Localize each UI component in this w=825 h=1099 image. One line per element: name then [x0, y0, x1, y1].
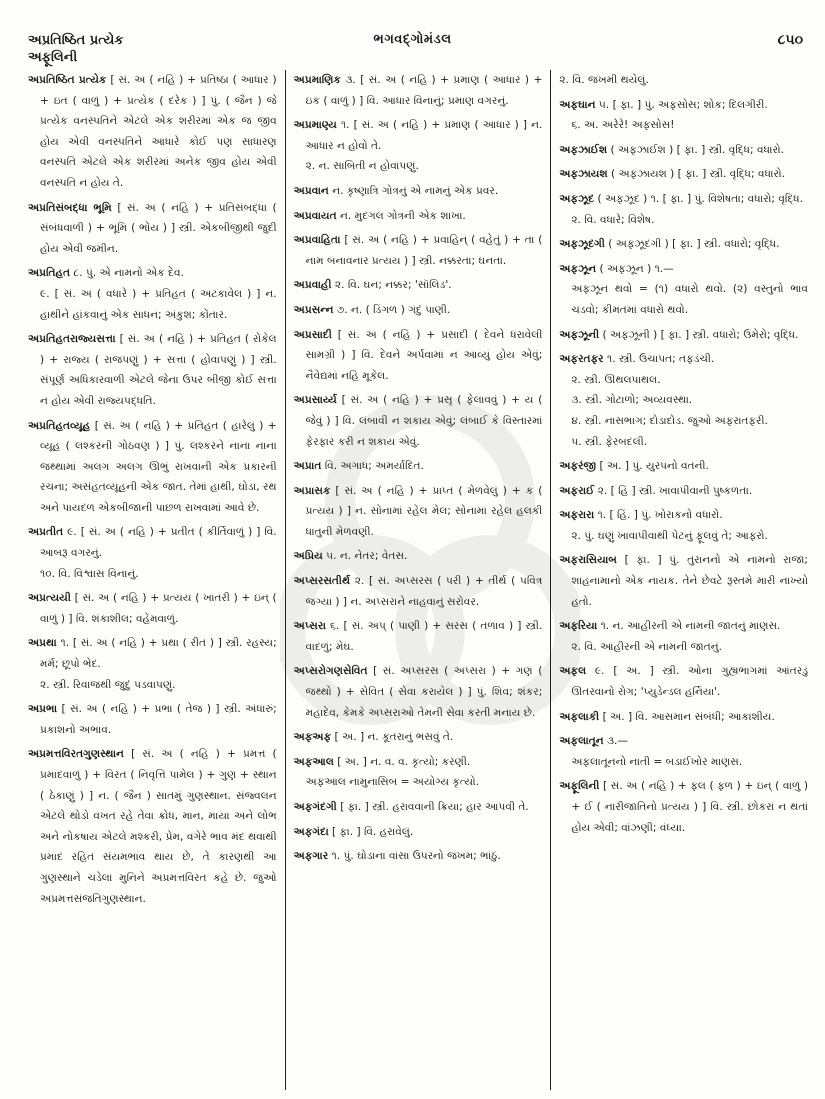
headword: અપ્સરોગણસેવિત: [293, 665, 368, 678]
headword: અપ્રાત: [293, 460, 322, 473]
definition-text: ( અફઝૂન ) ૧.—: [599, 262, 674, 275]
headword: અફઘાન: [559, 98, 596, 111]
entry-definition: [28, 416, 277, 519]
dictionary-entry: [559, 731, 808, 772]
sub-sense: ૪. સ્ત્રી. નાસભાગ; દોડાદોડ. જુઓ અફરાતફરી.: [571, 414, 768, 427]
entry-definition: [28, 699, 277, 740]
definition-text: [ ફા. ] સ્ત્રી. હરાવવાની ક્રિયા; હાર આપવી તે.: [340, 801, 529, 813]
headword: અફરતફર: [559, 353, 604, 366]
definition-text: [ અ. ] પું. યુરપનો વતની.: [599, 460, 709, 473]
headword: અપ્રત્યયી: [28, 592, 71, 605]
definition-text: ૧. [ સં. અ ( નહિ ) + પ્રમાણ ( આધાર ) ] ન. આધાર ન હોવો તે.: [305, 119, 543, 152]
dictionary-entry: [559, 70, 808, 91]
dictionary-entry: [559, 349, 808, 452]
entry-definition: [294, 571, 543, 612]
dictionary-entry: [559, 234, 808, 255]
sub-sense: ૨. સ્ત્રી. ઊથલપાથલ.: [571, 373, 661, 386]
headword: અપ્રતીત: [28, 526, 64, 539]
dictionary-entry: [559, 259, 808, 321]
dictionary-entry: [294, 275, 543, 296]
entry-definition: [294, 390, 543, 452]
dictionary-columns: [28, 70, 808, 1090]
entry-definition: [559, 349, 808, 370]
dictionary-entry: [294, 752, 543, 793]
dictionary-entry: [559, 189, 808, 230]
definition-text: [ સં. અ ( નહિ ) + પ્રવાહિન્ ( વહેતું ) + તા ( નામ બનાવનાર પ્રત્યય ) ] સ્ત્રી. નક્કરતા; ઘનતા.: [305, 234, 543, 267]
headword: અપ્રમાણ્ય: [293, 119, 337, 132]
headword: અફગંદા: [293, 825, 329, 838]
definition-text: ( અફઝૂદ ) ૧. [ ફા. ] પું. વિશેષતા; વધારો; વૃદ્ધિ.: [597, 192, 803, 205]
entry-definition: [559, 707, 808, 728]
entry-definition: [294, 206, 543, 227]
dictionary-entry: [28, 744, 277, 909]
headword: અપ્રવાન: [293, 184, 329, 197]
headword: અપ્રતિહતવ્યૂહ: [28, 419, 91, 432]
headword: અપ્રિય: [293, 550, 323, 563]
entry-definition: [294, 661, 543, 723]
definition-text: ૧. પું. ઘોડાના વાંસા ઉપરનો જખમ; ભાંઠું.: [331, 850, 501, 863]
definition-text: [ સં. અ ( નહિ ) + પ્રતિસંબદ્ધા ( સંબંધવાળી ) + ભૂમિ ( ભોંય ) ] સ્ત્રી. એકબીજીથી જુદી હોય એવી જમીન.: [40, 201, 277, 255]
headword: અપ્સરસતીર્થ: [293, 575, 351, 588]
entry-definition: [294, 70, 543, 111]
headword: અફઝૂન: [559, 262, 597, 275]
dictionary-entry: [559, 325, 808, 346]
headword: અફઝાયશ: [559, 168, 608, 181]
dictionary-entry: [28, 588, 277, 629]
entry-definition: [294, 115, 543, 156]
definition-text: ( અફઝાયશ ) [ ફા. ] સ્ત્રી. વૃદ્ધિ; વધારો.: [611, 168, 786, 181]
dictionary-entry: [294, 822, 543, 843]
headword: અફગંદગી: [293, 801, 337, 813]
dictionary-entry: [294, 115, 543, 177]
guide-word-last: અફૂલિની: [28, 50, 78, 65]
headword: અફરાસિયાબ: [559, 554, 617, 567]
entry-definition: [294, 230, 543, 271]
entry-definition: [28, 329, 277, 411]
dictionary-entry: [559, 456, 808, 477]
definition-text: [ સં. અ ( નહિ ) + પ્રાપ્ત ( મેળવેલું ) + ક ( પ્રત્યય ) ] ન. સોનામાં રહેલ મેલ; સોનામાં રહેલ હલકી ધાતુની મેળવણી.: [305, 484, 543, 538]
definition-text: ૧. સ્ત્રી. ઉચાપત; તફડંચી.: [607, 353, 715, 366]
definition-text: ૩. [ સં. અ ( નહિ ) + પ્રમાણ ( આધાર ) + ઇક ( વાળું ) ] વિ. આધાર વિનાનું; પ્રમાણ વગરનું.: [305, 74, 543, 107]
entry-definition: [559, 189, 808, 210]
definition-text: ૨. વિ. ઘન; નક્કર; 'સૉલિડ'.: [334, 279, 452, 292]
dictionary-entry: [559, 481, 808, 502]
headword: અપ્રભા: [28, 703, 58, 716]
definition-text: ( અફઝાઈશ ) [ ફા. ] સ્ત્રી. વૃદ્ધિ; વધારો.: [610, 143, 785, 156]
headword: અપ્રવાહિતા: [293, 234, 341, 247]
definition-text: ન. મુદગલ ગોત્રની એક શાખા.: [340, 209, 466, 222]
definition-text: ન. કૃષ્ણાત્રિ ગોત્રનું એ નામનું એક પ્રવર.: [332, 184, 499, 197]
dictionary-entry: [28, 699, 277, 740]
entry-definition: [559, 140, 808, 161]
definition-text: [ સં. અ ( નહિ ) + ફલ ( ફળ ) + ઇન્ ( વાળું ) + ઈ ( નારીજાતિનો પ્રત્યય ) ] વિ. સ્ત્રી. છોકરાં ન થતાં હોય એવી; વાંઝણી; વંધ્યા.: [571, 780, 809, 834]
definition-text: [ સં. અ ( નહિ ) + પ્રત્યય ( ખાતરી ) + ઇન્ ( વાળું ) ] વિ. શંકાશીલ; વહેમવાળું.: [40, 592, 277, 625]
dictionary-entry: [294, 390, 543, 452]
column-1: [28, 70, 285, 1090]
entry-definition: [559, 234, 808, 255]
sub-sense: ૨. ન. સાબિતી ન હોવાપણું.: [305, 160, 419, 173]
headword: અફઝૂની: [559, 328, 600, 341]
definition-text: ૨. [ સં. અપ્સરસ ( પરી ) + તીર્થ ( પવિત્ર જગ્યા ) ] ન. અપ્સરાને નાહવાનું સરોવર.: [305, 575, 543, 608]
entry-definition: [294, 616, 543, 657]
definition-text: ૧. [ હિં. ] પું. ખોરાકનો વધારો.: [597, 509, 723, 522]
sub-sense: અફઝૂન થવો = (૧) વધારો થવો. (૨) વસ્તુનો ભાવ ચડવો; કીમતમાં વધારો થવો.: [571, 283, 809, 316]
headword: અફલાતૂન: [559, 735, 604, 748]
dictionary-entry: [294, 300, 543, 321]
dictionary-entry: [559, 505, 808, 546]
entry-definition: [294, 822, 543, 843]
entry-definition: [559, 164, 808, 185]
entry-definition: [294, 481, 543, 543]
definition-text: ( અફઝૂની ) [ ફા. ] સ્ત્રી. વધારો; ઉમેરો; વૃદ્ધિ.: [602, 328, 799, 341]
headword: અફરારા: [559, 509, 595, 522]
entry-definition: [294, 456, 543, 477]
dictionary-entry: [294, 546, 543, 567]
headword: અફગાર: [293, 850, 329, 863]
dictionary-entry: [294, 206, 543, 227]
definition-text: ૯. [ અ. ] સ્ત્રી. ઓના ગુહ્યભાગમાં આંતરડું ઊતરવાનો રોગ; 'પ્યુડેન્ડલ હર્નિયા'.: [571, 665, 809, 699]
headword: અપ્રવાહી: [293, 279, 332, 292]
headword: અપ્રસન્ન: [293, 303, 334, 316]
definition-text: ૫. [ ફા. ] પું. અફસોસ; શોક; દિલગીરી.: [598, 98, 768, 111]
entry-definition: [559, 505, 808, 526]
entry-definition: [294, 181, 543, 202]
sub-sense: અફઆલ નામુનાસિબ = અયોગ્ય કૃત્યો.: [305, 776, 480, 789]
entry-definition: [294, 546, 543, 567]
entry-definition: [559, 616, 808, 637]
sub-sense: ૧૦. વિ. વિશ્વાસ વિનાનું.: [40, 567, 139, 580]
dictionary-entry: [294, 230, 543, 271]
entry-definition: [294, 846, 543, 867]
dictionary-entry: [294, 325, 543, 387]
page-number: ૮૫૦: [777, 32, 803, 48]
dictionary-entry: [294, 571, 543, 612]
headword: અપ્સરા: [293, 620, 326, 633]
dictionary-entry: [559, 550, 808, 612]
running-title: ભગવદ્ગોમંડલ: [373, 32, 452, 47]
dictionary-entry: [559, 707, 808, 728]
dictionary-entry: [294, 727, 543, 748]
entry-definition: [28, 633, 277, 674]
definition-text: [ ફા. ] વિ. હરાવેલું.: [332, 825, 414, 838]
definition-text: ૭. ન. ( ડિંગળ ) ગંદું પાણી.: [336, 303, 451, 316]
entry-definition: [559, 776, 808, 838]
definition-text: ૨. વિ. જખમી થયેલું.: [559, 74, 649, 86]
page-header: [0, 0, 825, 66]
definition-text: [ સં. અ ( નહિ ) + પ્રભા ( તેજ ) ] સ્ત્રી. અંધારું; પ્રકાશનો અભાવ.: [40, 703, 277, 736]
headword: અપ્રમાણિક: [293, 74, 341, 86]
dictionary-entry: [559, 776, 808, 838]
definition-text: ૮. પું. એ નામનો એક દેવ.: [73, 267, 184, 280]
dictionary-entry: [28, 522, 277, 584]
headword: અપ્રસાદી: [293, 328, 332, 341]
entry-definition: [294, 727, 543, 748]
entry-definition: [559, 481, 808, 502]
headword: અપ્રતિહતરાજ્યસત્તા: [28, 333, 116, 346]
entry-definition: [28, 744, 277, 909]
definition-text: [ સં. અ ( નહિ ) + પ્રમત્ત ( પ્રમાદવાળું ) + વિરત ( નિવૃત્તિ પામેલ ) + ગુણ + સ્થાન ( ઠેકાણું ) ] ન. ( જૈન ) સાતમું ગુણસ્થાન. સંજ્વલન એટલે થોડો વખત રહે તેવા ક્રોધ, માન, માયા અને લોભ અને નોકષાય એટલે મશ્કરી, પ્રેમ, વગેરે ભાવ મંદ થવાથી પ્રમાદ રહિત સંયમભાવ થાય છે, તે કારણથી આ ગુણસ્થાને ચડેલા મુનિને અપ્રમત્તવિરત કહે છે. જુઓ અપ્રમત્તસંજતિગુણસ્થાન.: [40, 748, 277, 905]
dictionary-entry: [294, 181, 543, 202]
definition-text: [ સં. અ ( નહિ ) + પ્રતિહત ( રોકેલ ) + રાજ્ય ( રાજપણું ) + સત્તા ( હોવાપણું ) ] સ્ત્રી. સંપૂર્ણ અધિકારવાળી એટલે જેના ઉપર બીજી કોઈ સત્તા ન હોય એવી રાજ્યપદ્ધતિ.: [40, 333, 277, 407]
definition-text: [ સં. અપ્સરસ ( અપ્સરા ) + ગણ ( જથ્થો ) + સેવિત ( સેવા કરાયેલ ) ] પું. શિવ; શંકર; મહાદેવ, કેમકે અપ્સરાઓ તેમની સેવા કરતી મનાય છે.: [305, 665, 543, 719]
definition-text: [ સં. અ ( નહિ ) + પ્રતિહત ( હારેલું ) + વ્યૂહ ( લશ્કરની ગોઠવણ ) ] પું. લશ્કરને નાના નાના જથ્થામાં અલગ અલગ ઊભું રાખવાની એક પ્રકારની રચના; અસંહતવ્યૂહની એક જાત. તેમાં હાથી, ઘોડા, રથ અને પાયદળ એકબીજાની પાછળ રાખવામાં આવે છે.: [40, 419, 277, 514]
headword: અપ્રતિષ્ઠિત પ્રત્યેક: [28, 74, 107, 86]
column-3: [550, 70, 808, 1090]
dictionary-entry: [294, 456, 543, 477]
entry-definition: [559, 456, 808, 477]
definition-text: [ ફા. ] પું. તુરાનનો એ નામનો રાજા; શાહનામાનો એક નાયક. તેને છેવટે રૂસ્તમે મારી નાખ્યો હતો.: [571, 554, 809, 608]
headword: અફઝાઈશ: [559, 143, 608, 156]
headword: અપ્રમત્તવિરતગુણસ્થાન: [28, 748, 124, 761]
definition-text: [ અ. ] ન. વ. વ. કૃત્યો; કરણી.: [337, 755, 471, 768]
headword: અફઝૂદ: [559, 192, 595, 205]
entry-definition: [28, 263, 277, 284]
definition-text: [ અ. ] ન. કૂતરાનું ભસવું તે.: [334, 731, 454, 744]
entry-definition: [28, 522, 277, 563]
dictionary-entry: [28, 198, 277, 260]
entry-definition: [559, 731, 808, 752]
headword: અપ્રતિહત: [28, 267, 71, 280]
headword: અફલાકી: [559, 710, 600, 723]
headword: અપ્રથા: [28, 637, 57, 650]
dictionary-entry: [28, 633, 277, 695]
definition-text: વિ. અગાધ; અમર્યાદિત.: [324, 460, 424, 473]
entry-definition: [294, 275, 543, 296]
headword: અફઝૂદગી: [559, 238, 605, 251]
entry-definition: [559, 259, 808, 280]
dictionary-entry: [28, 416, 277, 519]
entry-definition: [294, 300, 543, 321]
sub-sense: ૨. સ્ત્રી. રિવાજથી જુદું પડવાપણું.: [40, 678, 176, 691]
definition-text: ૫. ન. નેતર; વેતસ.: [326, 550, 408, 563]
dictionary-entry: [294, 70, 543, 111]
definition-text: [ અ. ] વિ. આસમાન સંબંધી; આકાશીય.: [602, 710, 775, 723]
column-2: [285, 70, 551, 1090]
definition-text: ૯. [ સં. અ ( નહિ ) + પ્રતીત ( કીર્તિવાળું ) ] વિ. આબરૂ વગરનું.: [40, 526, 277, 560]
entry-definition: [28, 588, 277, 629]
dictionary-entry: [559, 661, 808, 702]
entry-definition: [28, 198, 277, 260]
definition-text: [ સં. અ ( નહિ ) + પ્રસાદી ( દેવને ધરાવેલી સામગ્રી ) ] વિ. દેવને અર્પવામાં ન આવ્યું હોય એવું; નૈવેદ્યમાં નહિ મૂકેલ.: [305, 328, 543, 382]
sub-sense: ૬. અ. અરેરે! અફસોસ!: [571, 119, 675, 132]
dictionary-entry: [559, 140, 808, 161]
dictionary-entry: [294, 797, 543, 818]
entry-definition: [559, 661, 808, 702]
entry-definition: [559, 550, 808, 612]
dictionary-entry: [294, 481, 543, 543]
sub-sense: ૫. સ્ત્રી. ફેરબદલી.: [571, 435, 648, 448]
definition-text: ૨. [ હિં ] સ્ત્રી. ખાવાપીવાની પુષ્કળતા.: [597, 484, 753, 497]
dictionary-entry: [28, 263, 277, 325]
sub-sense: ૨. વિ. આહીરની એ નામની જાતનું.: [571, 640, 723, 653]
entry-definition: [559, 95, 808, 116]
entry-definition: [294, 797, 543, 818]
definition-text: [ સં. અ ( નહિ ) + પ્રતિષ્ઠા ( આધાર ) + ઇત ( વાળું ) + પ્રત્યેક ( દરેક ) ] પું. ( જૈન ) જે પ્રત્યેક વનસ્પતિને એટલે એક શરીરમાં એક જ જીવ હોય એવી વનસ્પતિને આધારે કોઈ પણ સાધારણ વનસ્પતિ એટલે એક શરીરમાં અનેક જીવ હોય એવી વનસ્પતિ ન હોય તે.: [40, 74, 277, 189]
definition-text: ( અફઝૂદગી ) [ ફા. ] સ્ત્રી. વધારો; વૃદ્ધિ.: [608, 238, 780, 251]
sub-sense: ૨. વિ. વધારે; વિશેષ.: [571, 213, 655, 226]
headword: અપ્રવાયત: [293, 209, 337, 222]
headword: અફૂલિની: [559, 780, 600, 793]
sub-sense: ૯. [ સં. અ ( વધારે ) + પ્રતિહત ( અટકાવેલ ) ] ન. હાથીને હાંકવાનું એક સાધન; અંકુશ; કોંતાર.: [40, 287, 277, 321]
headword: અફઅફ: [293, 731, 332, 744]
dictionary-entry: [28, 70, 277, 194]
headword: અફરાઈ: [559, 484, 595, 497]
dictionary-entry: [294, 616, 543, 657]
entry-definition: [294, 325, 543, 387]
headword: અફઆલ: [293, 755, 334, 768]
entry-definition: [559, 70, 808, 91]
dictionary-entry: [559, 616, 808, 657]
dictionary-entry: [294, 661, 543, 723]
guide-word-first: અપ્રતિષ્ઠિત પ્રત્યેક: [28, 33, 124, 48]
dictionary-entry: [294, 846, 543, 867]
headword: અફરંજી: [559, 460, 597, 473]
headword: અપ્રાસક: [293, 484, 331, 497]
dictionary-entry: [28, 329, 277, 411]
entry-definition: [294, 752, 543, 773]
sub-sense: ૩. સ્ત્રી. ગોટાળો; અવ્યવસ્થા.: [571, 394, 693, 407]
sub-sense: ૨. પું. ઘણું ખાવાપીવાથી પેટનું ફૂલવું તે; આફરો.: [571, 529, 768, 542]
headword: અપ્રતિસંબદ્ધા ભૂમિ: [28, 201, 112, 214]
headword: અફલ: [559, 665, 587, 678]
entry-definition: [28, 70, 277, 194]
dictionary-entry: [559, 164, 808, 185]
definition-text: ૧. [ સં. અ ( નહિ ) + પ્રથા ( રીત ) ] સ્ત્રી. રહસ્ય; મર્મ; છૂપો ભેદ.: [40, 637, 277, 671]
headword: અપ્રસાર્ય્ય: [293, 394, 337, 407]
definition-text: [ સં. અ ( નહિ ) + પ્રસૃ ( ફેલાવવું ) + ય ( જેવું ) ] વિ. લંબાવી ન શકાય એવું; લંબાઈ કે વિસ્તારમાં ફેરફાર કરી ન શકાય એવું.: [305, 394, 543, 448]
dictionary-entry: [559, 95, 808, 136]
definition-text: ૧. ન. આહીરની એ નામની જાતનું માણસ.: [600, 620, 781, 633]
headword: અફરિયા: [559, 620, 598, 633]
sub-sense: અફલાતૂનનો નાતી = બડાઈખોર માણસ.: [571, 755, 743, 768]
definition-text: ૩.—: [606, 735, 629, 748]
entry-definition: [559, 325, 808, 346]
definition-text: ૬. [ સં. અપ્ ( પાણી ) + સરસ ( તળાવ ) ] સ્ત્રી. વાદળું; મેઘ.: [305, 620, 543, 653]
